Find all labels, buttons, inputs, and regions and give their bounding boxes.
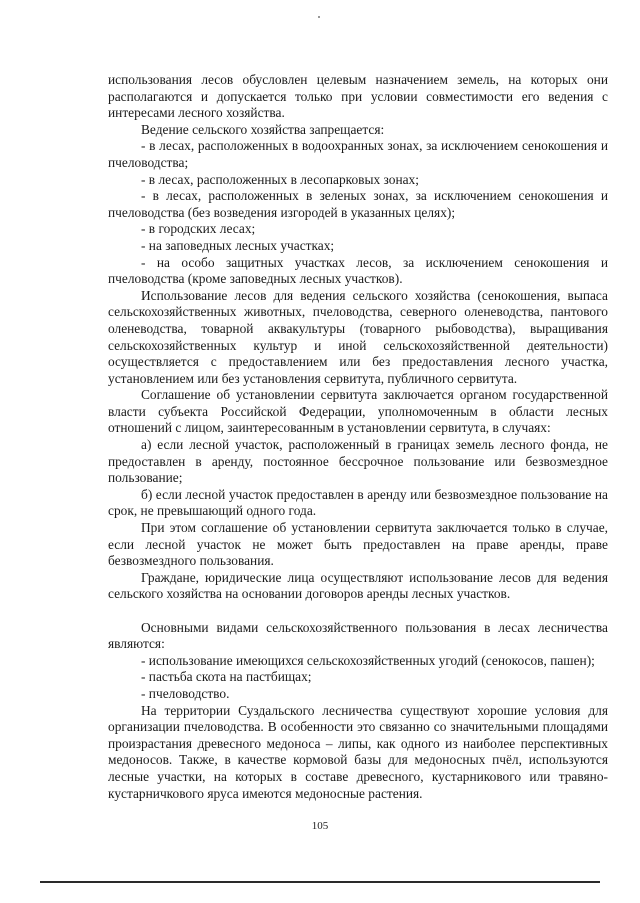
list-item: - пчеловодство. [141, 685, 230, 701]
paragraph: При этом соглашение об установлении сервитута заключается только в случае, если лесной участок не может быть предоставлен на праве аренды, праве безвозмездного пользования. [108, 520, 608, 569]
list-item: - в лесах, расположенных в зеленых зонах, за исключением сенокошения и пчеловодства (без возведения изгородей в указанных целях); [108, 188, 608, 220]
list-item: б) если лесной участок предоставлен в аренду или безвозмездное пользование на срок, не превышающий одного года. [108, 486, 608, 519]
list-item: - в лесах, расположенных в водоохранных зонах, за исключением сенокошения и пчеловодства; [108, 138, 608, 170]
list-item: - в лесах, расположенных в лесопарковых зонах; [141, 171, 419, 187]
list-item: - на заповедных лесных участках; [141, 237, 335, 253]
paragraph-gap [108, 603, 608, 620]
page-number: 105 [311, 820, 329, 832]
paragraph: Основными видами сельскохозяйственного пользования в лесах лесничества являются: [108, 619, 608, 652]
bottom-rule [40, 881, 600, 883]
list-item: - в городских лесах; [141, 221, 256, 237]
list-item: а) если лесной участок, расположенный в границах земель лесного фонда, не предоставлен в аренду, постоянное бессрочное пользование или безвозмездное пользование; [108, 437, 608, 486]
scan-artifact [318, 16, 320, 18]
list-item: - пастьба скота на пастбищах; [141, 669, 312, 685]
paragraph: Граждане, юридические лица осуществляют использование лесов для ведения сельского хозяйства на основании договоров аренды лесных участков. [108, 569, 608, 602]
list-item: - использование имеющихся сельскохозяйственных угодий (сенокосов, пашен); [141, 652, 595, 668]
document-body [108, 72, 608, 802]
paragraph: На территории Суздальского лесничества существуют хорошие условия для организации пчеловодства. В особенности это связанно со значительными площадями произрастания древесного медоноса – липы, как одного из наиболее перспективных медоносов. Также, в качестве кормовой базы для медоносных пчёл, используются лесные участки, на которых в составе древесного, кустарникового или травяно-кустарничкового яруса имеются медоносные растения. [108, 702, 608, 801]
paragraph: Ведение сельского хозяйства запрещается: [141, 121, 385, 137]
paragraph: Соглашение об установлении сервитута заключается органом государственной власти субъекта Российской Федерации, уполномоченным в области лесных отношений с лицом, заинтересованным в установлении сервитута, в случаях: [108, 387, 608, 436]
paragraph: использования лесов обусловлен целевым назначением земель, на которых они располагаются и допускается только при условии совместимости его ведения с интересами лесного хозяйства. [108, 72, 608, 121]
list-item: - на особо защитных участках лесов, за исключением сенокошения и пчеловодства (кроме заповедных лесных участков). [108, 254, 608, 287]
paragraph: Использование лесов для ведения сельского хозяйства (сенокошения, выпаса сельскохозяйственных животных, пчеловодства, северного оленеводства, пантового оленеводства, товарной аквакультуры (товарного рыбоводства), выращивания сельскохозяйственных культур и иной сельскохозяйственной деятельности) осуществляется с предоставлением или без предоставления лесного участка, установлением или без установления сервитута, публичного сервитута. [108, 287, 608, 386]
